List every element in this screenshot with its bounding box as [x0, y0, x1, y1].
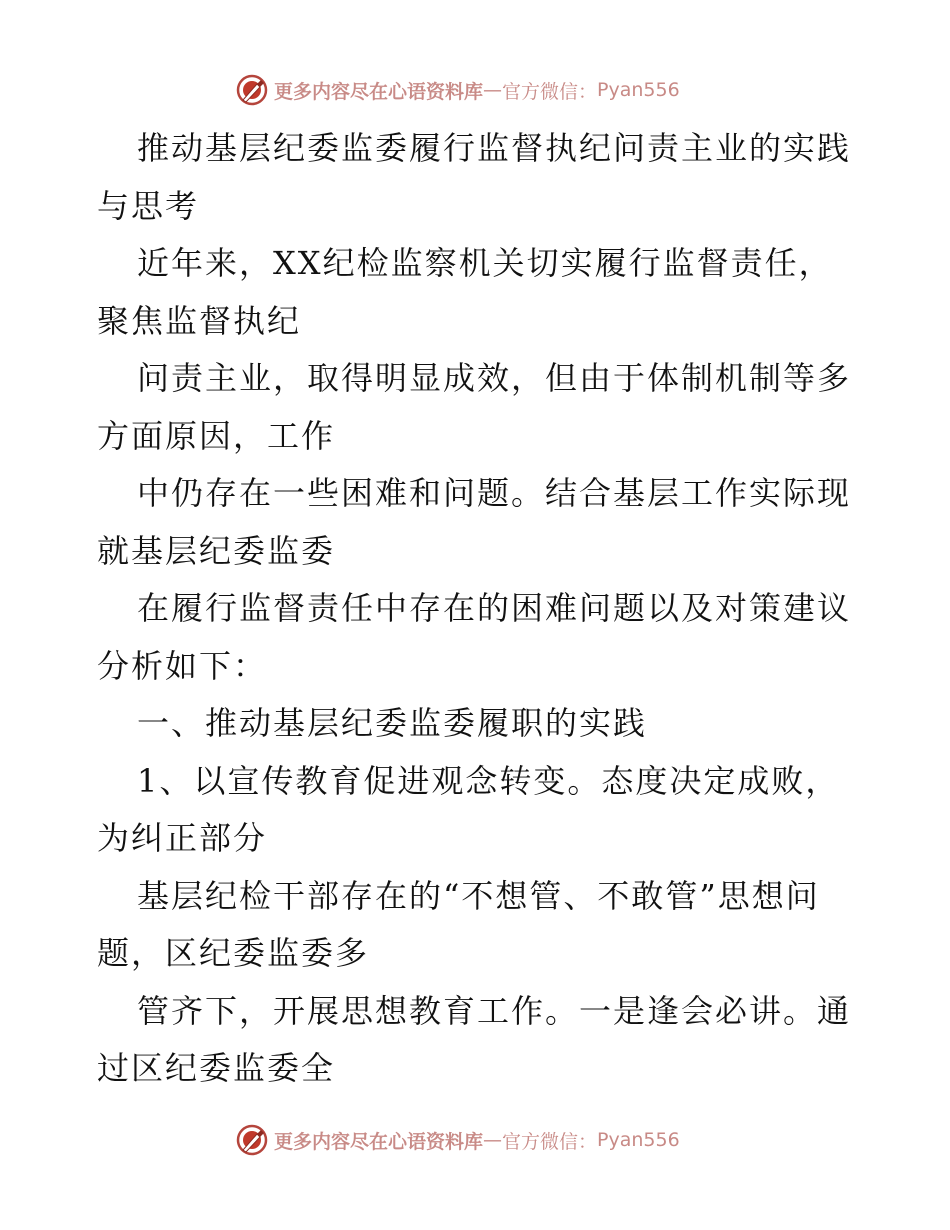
- paragraph: [97, 753, 857, 868]
- watermark-separator: —: [483, 79, 503, 101]
- paragraph: [97, 868, 857, 983]
- watermark-wechat-label: 官方微信：: [502, 80, 598, 103]
- paragraph-title: [97, 120, 857, 235]
- pen-logo-icon: [236, 74, 268, 106]
- watermark-site-text: 更多内容尽在心语资料库: [274, 1130, 484, 1153]
- section-heading: [97, 695, 857, 753]
- paragraph-line: 近年来，XX纪检监察机关切实履行监督责任，: [137, 244, 833, 282]
- pen-logo-icon: [236, 1124, 268, 1156]
- paragraph-line: 过区纪委监委全: [97, 1049, 336, 1087]
- paragraph-line: 就基层纪委监委: [97, 531, 336, 570]
- document-body: [97, 120, 857, 1098]
- paragraph-line: 在履行监督责任中存在的困难问题以及对策建议: [137, 589, 852, 627]
- paragraph-line: 基层纪检干部存在的“不想管、不敢管”思想问: [137, 876, 820, 915]
- watermark-site-text: 更多内容尽在心语资料库: [274, 80, 484, 103]
- paragraph-line: 推动基层纪委监委履行监督执纪问责主业的实践: [137, 129, 852, 167]
- paragraph: [97, 983, 857, 1098]
- paragraph-line: 聚焦监督执纪: [97, 301, 302, 340]
- paragraph: [97, 350, 857, 465]
- paragraph-line: 与思考: [97, 186, 200, 225]
- paragraph-line: 管齐下，开展思想教育工作。一是逢会必讲。通: [137, 991, 852, 1030]
- paragraph-line: 中仍存在一些困难和问题。结合基层工作实际现: [137, 474, 852, 512]
- paragraph-line: 1、以宣传教育促进观念转变。态度决定成败，: [137, 761, 840, 800]
- watermark-wechat-label: 官方微信：: [502, 1130, 598, 1153]
- paragraph-line: 方面原因，工作: [97, 416, 336, 455]
- watermark-footer: [236, 1123, 680, 1157]
- section-heading-text: 一、推动基层纪委监委履职的实践: [137, 704, 648, 742]
- watermark-separator: —: [483, 1129, 503, 1151]
- paragraph: [97, 465, 857, 580]
- paragraph: [97, 235, 857, 350]
- paragraph-line: 问责主业，取得明显成效，但由于体制机制等多: [137, 359, 852, 397]
- watermark-wechat-id: Pyan556: [597, 1129, 680, 1151]
- watermark-wechat-id: Pyan556: [597, 79, 680, 101]
- paragraph: [97, 580, 857, 695]
- paragraph-line: 分析如下：: [97, 646, 268, 685]
- paragraph-line: 为纠正部分: [97, 819, 268, 857]
- watermark-header: [236, 73, 680, 107]
- paragraph-line: 题，区纪委监委多: [97, 934, 370, 972]
